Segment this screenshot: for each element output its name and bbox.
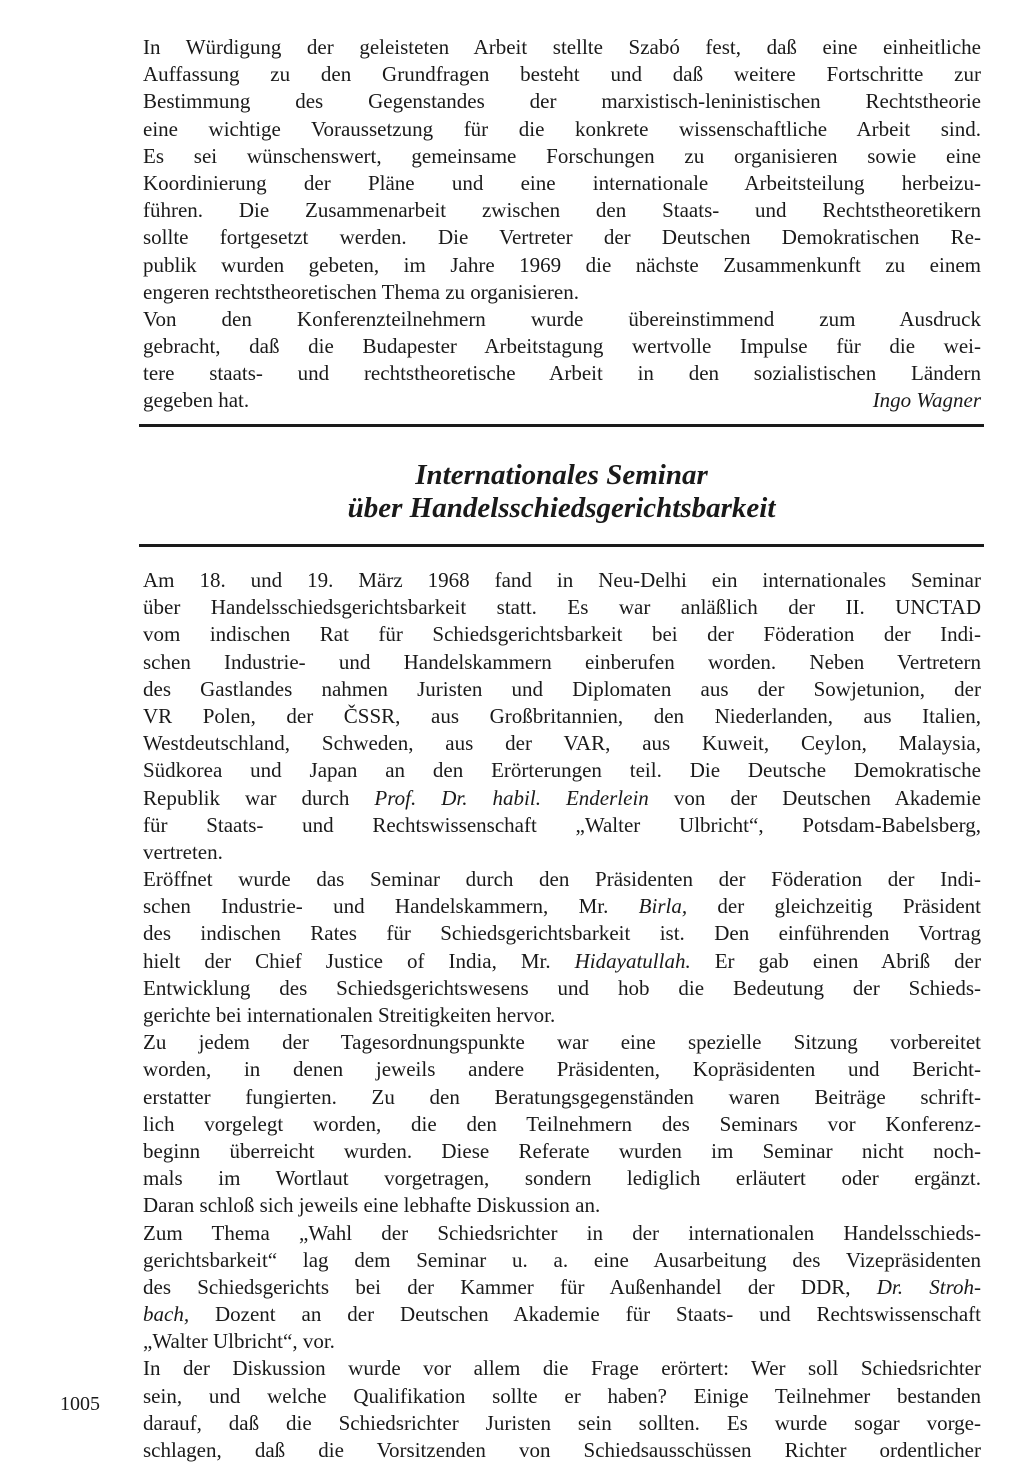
previous-article-text (143, 34, 981, 415)
text-line: Am 18. und 19. März 1968 fand in Neu-Delhi ein internationales Seminar (143, 568, 981, 592)
text-line: In Würdigung der geleisteten Arbeit stellte Szabó fest, daß eine einheitliche (143, 35, 981, 59)
text-line: Zu jedem der Tagesordnungspunkte war eine spezielle Sitzung vorbereitet (143, 1030, 981, 1055)
text-line: „Walter Ulbricht“, vor. (143, 1329, 335, 1354)
text-line: mals im Wortlaut vorgetragen, sondern lediglich erläutert oder ergänzt. (143, 1166, 981, 1191)
text-segment: von der Deutschen Akademie (648, 785, 981, 810)
text-line: Südkorea und Japan an den Erörterungen teil. Die Deutsche Demokratische (143, 758, 981, 783)
section-divider-top (139, 424, 984, 427)
article-title-line-2: über Handelsschiedsgerichtsbarkeit (347, 492, 776, 524)
text-line: tere staats- und rechtstheoretische Arbeit in den sozialistischen Ländern (143, 361, 981, 386)
text-line: publik wurden gebeten, im Jahre 1969 die nächste Zusammenkunft zu einem (143, 252, 981, 277)
italic-name: Prof. Dr. habil. Enderlein (374, 785, 649, 810)
text-line: lich vorgelegt worden, die den Teilnehmern des Seminars vor Konferenz- (143, 1111, 981, 1136)
text-line: des Gastlandes nahmen Juristen und Diplomaten aus der Sowjetunion, der (143, 676, 981, 701)
article-title-line-1: Internationales Seminar (415, 459, 708, 491)
text-line (143, 948, 981, 975)
text-line: Entwicklung des Schiedsgerichtswesens und hob die Bedeutung der Schieds- (143, 975, 981, 1000)
text-line: VR Polen, der ČSSR, aus Großbritannien, den Niederlanden, aus Italien, (143, 703, 981, 728)
text-line: beginn überreicht wurden. Diese Referate wurden im Seminar nicht noch- (143, 1138, 981, 1163)
text-line: schen Industrie- und Handelskammern einberufen worden. Neben Vertretern (143, 649, 981, 674)
text-line: darauf, daß die Schiedsrichter Juristen sein sollten. Es wurde sogar vorge- (143, 1410, 981, 1435)
page-number: 1005 (60, 1393, 100, 1415)
text-line: Auffassung zu den Grundfragen besteht und daß weitere Fortschritte zur (143, 62, 981, 87)
text-line: sein, und welche Qualifikation sollte er haben? Einige Teilnehmer bestanden (143, 1383, 981, 1408)
italic-name: Birla, (638, 894, 688, 919)
text-segment: Er gab einen Abriß der (690, 948, 981, 973)
italic-name: bach, (143, 1302, 190, 1327)
text-segment: schen Industrie- und Handelskammern, Mr. (143, 894, 639, 919)
text-line: Es sei wünschenswert, gemeinsame Forschungen zu organisieren sowie eine (143, 143, 981, 168)
text-line (143, 893, 981, 920)
text-segment: Republik war durch (143, 785, 375, 810)
text-segment: hielt der Chief Justice of India, Mr. (143, 948, 575, 973)
text-segment: Dozent an der Deutschen Akademie für Staats- und Rechtswissenschaft (189, 1302, 981, 1327)
text-line: führen. Die Zusammenarbeit zwischen den Staats- und Rechtstheoretikern (143, 198, 981, 223)
text-line: vertreten. (143, 839, 223, 864)
text-line: Bestimmung des Gegenstandes der marxistisch-leninistischen Rechtstheorie (143, 89, 981, 114)
text-line: schlagen, daß die Vorsitzenden von Schiedsausschüssen Richter ordentlicher (143, 1438, 981, 1462)
italic-name: Dr. Stroh- (876, 1274, 981, 1299)
text-line: gerichte bei internationalen Streitigkeiten hervor. (143, 1003, 556, 1027)
text-line: gegeben hat. (143, 388, 250, 413)
text-line: Koordinierung der Pläne und eine internationale Arbeitsteilung herbeizu- (143, 170, 981, 195)
text-line: eine wichtige Voraussetzung für die konkrete wissenschaftliche Arbeit sind. (143, 116, 981, 141)
text-line: für Staats- und Rechtswissenschaft „Walter Ulbricht“, Potsdam-Babelsberg, (143, 812, 981, 837)
text-segment: der gleichzeitig Präsident (687, 894, 981, 919)
text-line: des indischen Rates für Schiedsgerichtsbarkeit ist. Den einführenden Vortrag (143, 921, 981, 946)
text-segment: des Schiedsgerichts bei der Kammer für Außenhandel der DDR, (143, 1274, 877, 1299)
text-line: Eröffnet wurde das Seminar durch den Präsidenten der Föderation der Indi- (143, 867, 981, 892)
author-signature: Ingo Wagner (872, 388, 981, 413)
text-line: gebracht, daß die Budapester Arbeitstagung wertvolle Impulse für die wei- (143, 334, 981, 359)
text-line: über Handelsschiedsgerichtsbarkeit statt. Es war anläßlich der II. UNCTAD (143, 595, 981, 620)
text-line: worden, in denen jeweils andere Präsidenten, Kopräsidenten und Bericht- (143, 1057, 981, 1082)
text-line: Westdeutschland, Schweden, aus der VAR, aus Kuweit, Ceylon, Malaysia, (143, 731, 981, 756)
italic-name: Hidayatullah. (574, 948, 691, 973)
text-line: In der Diskussion wurde vor allem die Frage erörtert: Wer soll Schiedsrichter (143, 1356, 981, 1381)
text-line-with-author (143, 387, 981, 414)
text-line (143, 1301, 981, 1328)
text-line: Zum Thema „Wahl der Schiedsrichter in der internationalen Handelsschieds- (143, 1220, 981, 1245)
text-line: Daran schloß sich jeweils eine lebhafte Diskussion an. (143, 1193, 601, 1218)
article-body (143, 567, 981, 1464)
text-line: gerichtsbarkeit“ lag dem Seminar u. a. eine Ausarbeitung des Vizepräsidenten (143, 1247, 981, 1272)
text-line: erstatter fungierten. Zu den Beratungsgegenständen waren Beiträge schrift- (143, 1084, 981, 1109)
text-line (143, 1274, 981, 1301)
text-line: Von den Konferenzteilnehmern wurde übereinstimmend zum Ausdruck (143, 306, 981, 331)
text-line: vom indischen Rat für Schiedsgerichtsbarkeit bei der Föderation der Indi- (143, 622, 981, 647)
text-line (143, 785, 981, 812)
text-line: sollte fortgesetzt werden. Die Vertreter der Deutschen Demokratischen Re- (143, 225, 981, 250)
text-line: engeren rechtstheoretischen Thema zu organisieren. (143, 279, 579, 304)
section-divider-bottom (139, 544, 984, 547)
